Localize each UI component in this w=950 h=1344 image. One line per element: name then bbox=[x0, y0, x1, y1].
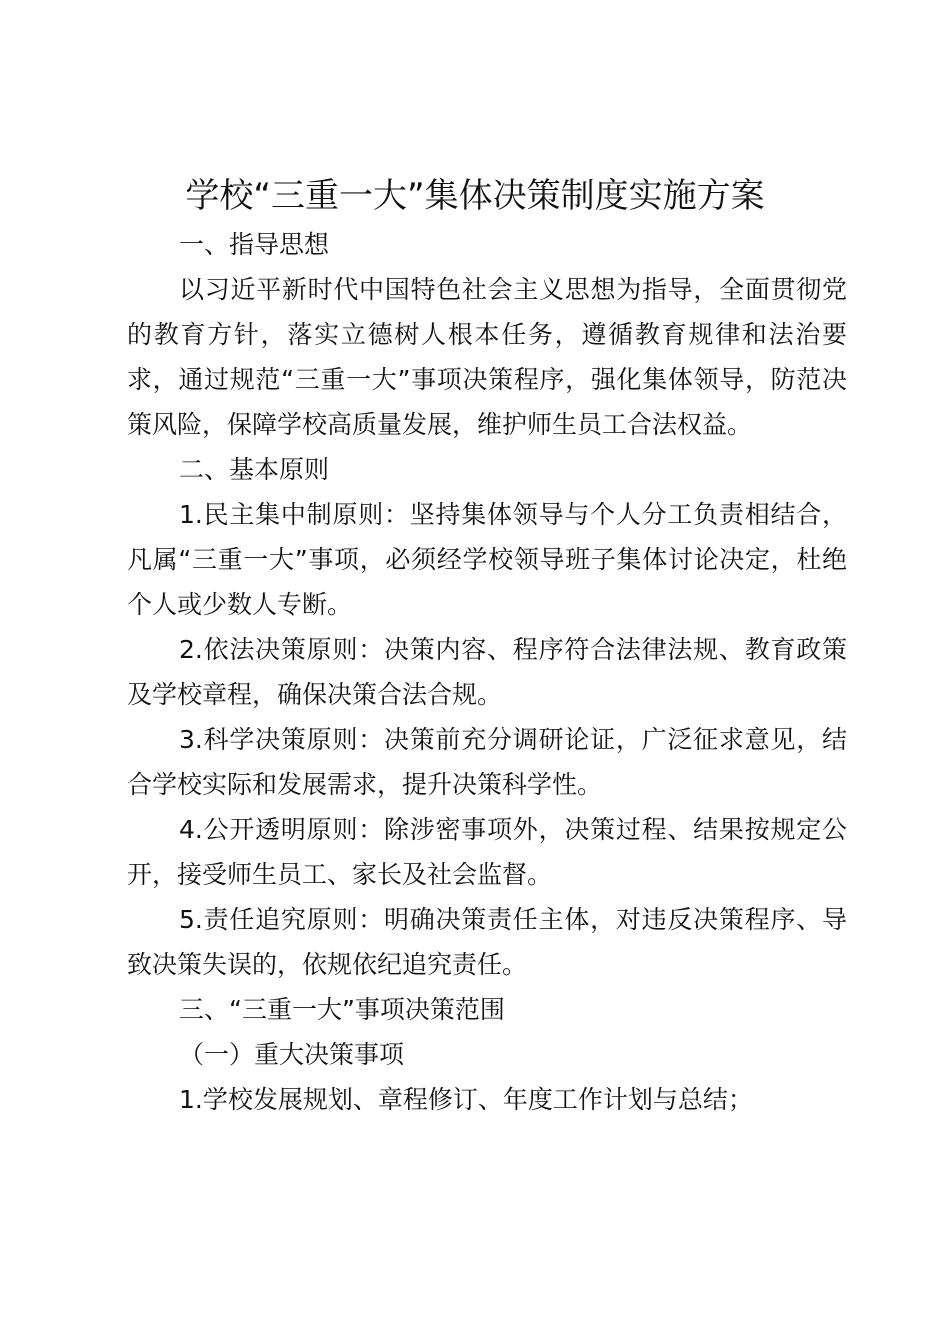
major-decision-item-1: 1.学校发展规划、章程修订、年度工作计划与总结； bbox=[179, 1085, 753, 1114]
principle-democratic-centralism: 1.民主集中制原则：坚持集体领导与个人分工负责相结合，凡属“三重一大”事项，必须经学校领导班子集体讨论决定，杜绝个人或少数人专断。 bbox=[127, 500, 847, 619]
document-body bbox=[127, 222, 847, 1122]
document-title: 学校“三重一大”集体决策制度实施方案 bbox=[185, 176, 765, 216]
principle-lawful-decision: 2.依法决策原则：决策内容、程序符合法律法规、教育政策及学校章程，确保决策合法合规。 bbox=[127, 635, 847, 709]
section-heading-basic-principles: 二、基本原则 bbox=[179, 455, 330, 484]
principle-scientific-decision: 3.科学决策原则：决策前充分调研论证，广泛征求意见，结合学校实际和发展需求，提升决策科学性。 bbox=[127, 725, 847, 799]
subsection-heading-major-decisions: （一）重大决策事项 bbox=[179, 1040, 405, 1069]
section-heading-guiding-thought: 一、指导思想 bbox=[179, 230, 330, 259]
guiding-thought-paragraph: 以习近平新时代中国特色社会主义思想为指导，全面贯彻党的教育方针，落实立德树人根本任务，遵循教育规律和法治要求，通过规范“三重一大”事项决策程序，强化集体领导，防范决策风险，保障学校高质量发展，维护师生员工合法权益。 bbox=[127, 275, 847, 439]
principle-transparency: 4.公开透明原则：除涉密事项外，决策过程、结果按规定公开，接受师生员工、家长及社会监督。 bbox=[127, 815, 847, 889]
section-heading-decision-scope: 三、“三重一大”事项决策范围 bbox=[179, 995, 505, 1024]
principle-accountability: 5.责任追究原则：明确决策责任主体，对违反决策程序、导致决策失误的，依规依纪追究责任。 bbox=[127, 905, 847, 979]
